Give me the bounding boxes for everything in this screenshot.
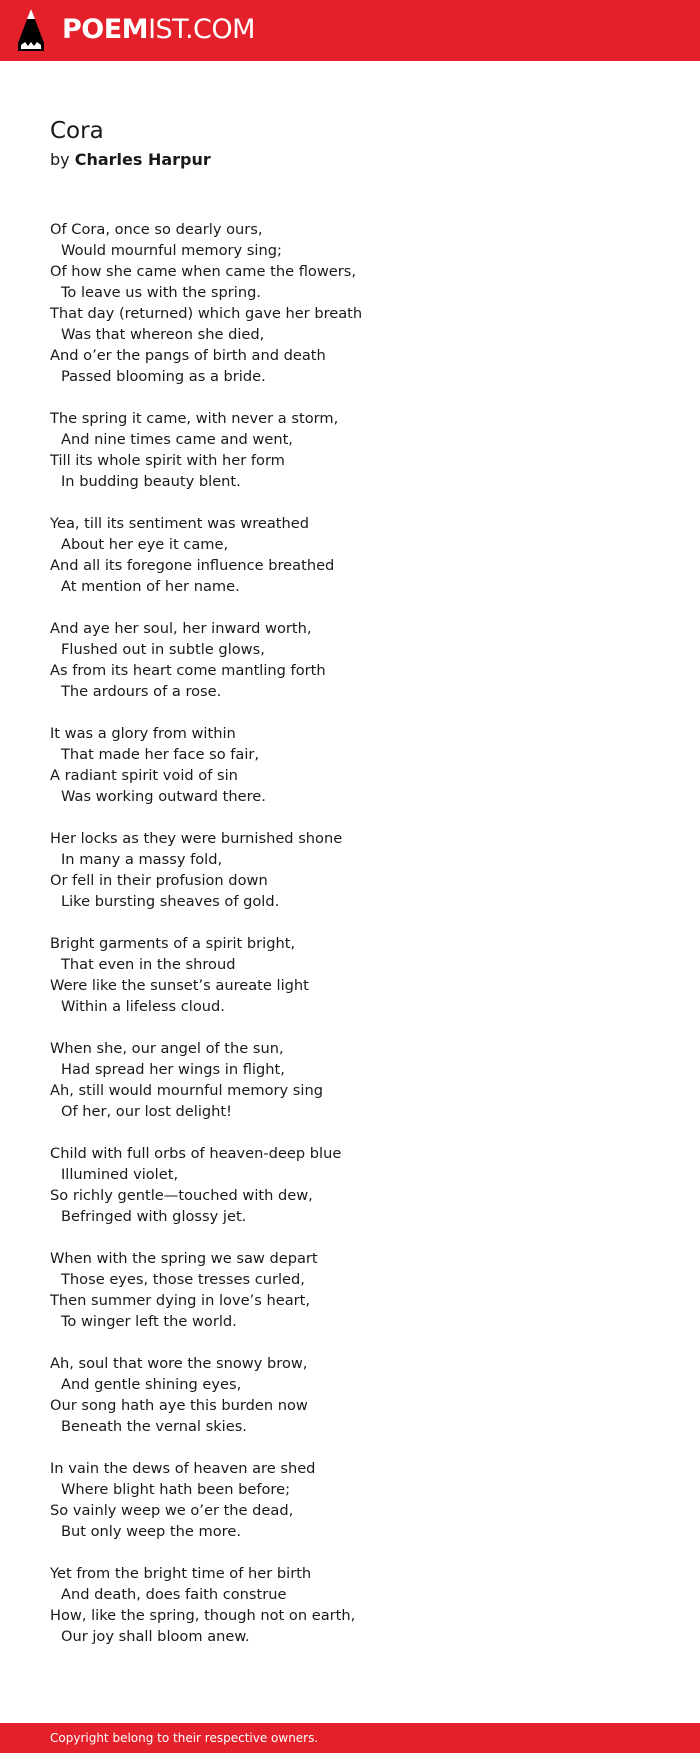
poem-line: As from its heart come mantling forth: [50, 662, 326, 679]
poem-line: Like bursting sheaves of gold.: [61, 893, 280, 910]
poem-line: Her locks as they were burnished shone: [50, 830, 343, 847]
poem-line: In budding beauty blent.: [61, 473, 241, 490]
poem-line: Then summer dying in love’s heart,: [50, 1292, 310, 1309]
poem-line: Till its whole spirit with her form: [50, 452, 285, 469]
pencil-logo-icon[interactable]: [18, 9, 44, 51]
poem-stanza: [50, 1458, 650, 1542]
poem-stanza: [50, 219, 650, 387]
poem-line: And death, does faith construe: [61, 1586, 287, 1603]
logo-text-bold: POEM: [62, 14, 149, 45]
poem-line: Where blight hath been before;: [61, 1481, 290, 1498]
poem-line: When she, our angel of the sun,: [50, 1040, 284, 1057]
poem-line: To leave us with the spring.: [61, 284, 261, 301]
poem-line: And o’er the pangs of birth and death: [50, 347, 326, 364]
poem-stanza: [50, 1248, 650, 1332]
poem-line: At mention of her name.: [61, 578, 240, 595]
poem-line: Yet from the bright time of her birth: [50, 1565, 312, 1582]
poem-stanza: [50, 1143, 650, 1227]
poem-line: Would mournful memory sing;: [61, 242, 282, 259]
poem-line: Was working outward there.: [61, 788, 266, 805]
poem-line: Our song hath aye this burden now: [50, 1397, 308, 1414]
logo-text-light: IST.COM: [148, 14, 255, 45]
poem-stanza: [50, 828, 650, 912]
poem-line: Illumined violet,: [61, 1166, 179, 1183]
byline-prefix: by: [50, 150, 70, 169]
poem-line: So vainly weep we o’er the dead,: [50, 1502, 294, 1519]
author-name: Charles Harpur: [74, 150, 211, 169]
poem-line: Flushed out in subtle glows,: [61, 641, 265, 658]
poem-stanza: [50, 1353, 650, 1437]
poem-line: To winger left the world.: [61, 1313, 237, 1330]
poem-stanza: [50, 1563, 650, 1647]
copyright-notice: Copyright belong to their respective owners.: [50, 1731, 319, 1745]
poem-line: Beneath the vernal skies.: [61, 1418, 247, 1435]
poem-line: How, like the spring, though not on earth,: [50, 1607, 356, 1624]
poem-stanza: [50, 408, 650, 492]
poem-line: Child with full orbs of heaven-deep blue: [50, 1145, 342, 1162]
poem-line: Were like the sunset’s aureate light: [50, 977, 309, 994]
poem-line: And aye her soul, her inward worth,: [50, 620, 312, 637]
poem-line: Befringed with glossy jet.: [61, 1208, 247, 1225]
poem-line: Bright garments of a spirit bright,: [50, 935, 296, 952]
site-logo-text[interactable]: [62, 13, 255, 47]
poem-line: Or fell in their profusion down: [50, 872, 268, 889]
poem-line: So richly gentle—touched with dew,: [50, 1187, 313, 1204]
poem-line: That even in the shroud: [61, 956, 236, 973]
poem-line: In vain the dews of heaven are shed: [50, 1460, 316, 1477]
poem-line: And all its foregone influence breathed: [50, 557, 335, 574]
site-header: [0, 0, 700, 61]
poem-stanza: [50, 933, 650, 1017]
poem-line: About her eye it came,: [61, 536, 229, 553]
poem-line: It was a glory from within: [50, 725, 236, 742]
poem-line: That day (returned) which gave her breath: [50, 305, 363, 322]
poem-line: Passed blooming as a bride.: [61, 368, 266, 385]
poem-line: When with the spring we saw depart: [50, 1250, 318, 1267]
poem-stanza: [50, 618, 650, 702]
site-footer: [0, 1723, 700, 1753]
poem-line: And gentle shining eyes,: [61, 1376, 242, 1393]
poem-line: The spring it came, with never a storm,: [50, 410, 339, 427]
poem-line: That made her face so fair,: [61, 746, 260, 763]
poem-byline: [50, 149, 211, 171]
poem-line: Was that whereon she died,: [61, 326, 265, 343]
poem-line: And nine times came and went,: [61, 431, 293, 448]
poem-line: A radiant spirit void of sin: [50, 767, 238, 784]
poem-line: Had spread her wings in flight,: [61, 1061, 285, 1078]
poem-line: Of her, our lost delight!: [61, 1103, 232, 1120]
poem-line: Our joy shall bloom anew.: [61, 1628, 250, 1645]
poem-line: Ah, soul that wore the snowy brow,: [50, 1355, 308, 1372]
poem-title: Cora: [50, 118, 104, 144]
poem-line: Those eyes, those tresses curled,: [61, 1271, 305, 1288]
poem-body: [50, 219, 650, 1668]
poem-line: Within a lifeless cloud.: [61, 998, 225, 1015]
poem-line: The ardours of a rose.: [61, 683, 222, 700]
poem-line: Of Cora, once so dearly ours,: [50, 221, 263, 238]
poem-line: Yea, till its sentiment was wreathed: [50, 515, 310, 532]
poem-line: Ah, still would mournful memory sing: [50, 1082, 323, 1099]
poem-line: In many a massy fold,: [61, 851, 223, 868]
poem-stanza: [50, 513, 650, 597]
poem-stanza: [50, 723, 650, 807]
poem-line: But only weep the more.: [61, 1523, 241, 1540]
poem-line: Of how she came when came the flowers,: [50, 263, 357, 280]
poem-stanza: [50, 1038, 650, 1122]
